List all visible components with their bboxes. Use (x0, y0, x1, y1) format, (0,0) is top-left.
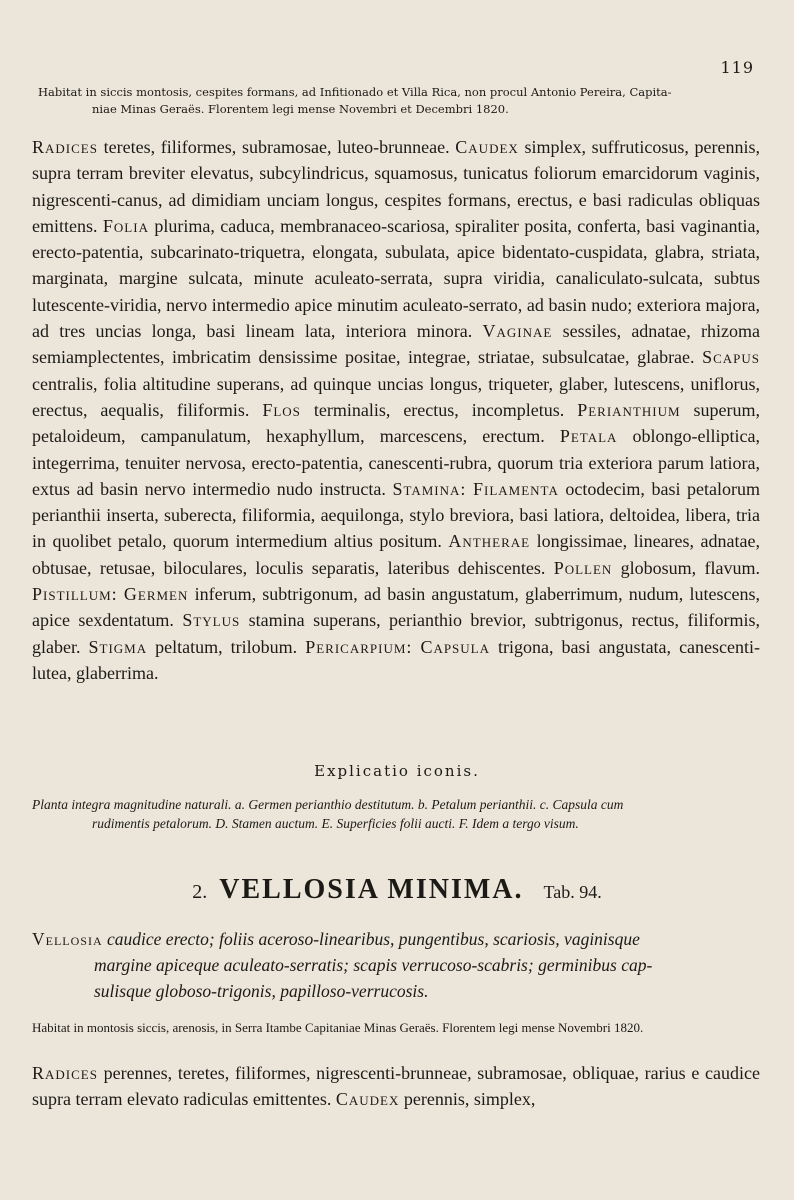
term-label: Vaginae (482, 321, 553, 342)
term-description: superum, petaloideum, campanulatum, hexaphyllum, marcescens, erectum. (32, 399, 760, 447)
explicatio-title: Explicatio iconis. (314, 762, 480, 780)
term-description: oblongo-elliptica, integerrima, tenuiter nervosa, erecto-patentia, canescenti-rubra, quorum tria exteriora parum latiora, extus ad basin nervo intermedio nudo instructa. (32, 426, 760, 499)
habitat-note-1 (38, 84, 758, 118)
explicatio-line-2: rudimentis petalorum. D. Stamen auctum. E. Superficies folii aucti. F. Idem a tergo visum. (92, 816, 579, 831)
term-label: Stamina: (392, 478, 467, 499)
term-description: peltatum, trilobum. (147, 636, 306, 657)
species-heading (0, 874, 794, 906)
term-description: octodecim, basi petalorum perianthii inserta, suberecta, filiformia, aequilonga, stylo breviora, basi latiora, deltoidea, libera, tria in quolibet petalo, quorum intermedium altius positum. (32, 478, 761, 552)
explicatio-text (32, 795, 762, 833)
species-diagnosis (32, 926, 762, 1004)
term-description: plurima, caduca, membranaceo-scariosa, spiraliter posita, conferta, basi vaginantia, erecto-patentia, subcarinato-triquetra, elongata, subulata, apice bidentato-cuspidata, glabra, striata, marginata, margine sulcata, minute aculeato-serrata, supra viridia, canaliculato-sulcata, subtus lutescente-viridia, nervo intermedio apice minutim aculeato-serrato, ad basin nudo; exteriora majora, ad tres uncias longa, basi lineam lata, interiora minora. (32, 215, 760, 342)
term-label: Folia (102, 215, 149, 236)
term-description: inferum, subtrigonum, ad basin angustatum, glaberrimum, nudum, lutescens, apice sexdentatum. (32, 584, 761, 631)
term-description: sessiles, adnatae, rhizoma semiamplectentes, imbricatim densissime positae, integrae, striatae, subsulcatae, glabrae. (32, 321, 760, 368)
term-label: Antherae (448, 531, 531, 552)
term-label: Flos (262, 399, 301, 420)
term-label: Caudex (335, 1089, 400, 1110)
plate-reference: Tab. 94. (543, 882, 602, 902)
term-description: perennis, simplex, (399, 1089, 536, 1110)
term-description: simplex, suffruticosus, perennis, supra terram breviter elevatus, subcylindricus, squamosus, tunicatus foliorum emarcidorum vaginis, nigrescenti-canus, ad dimidiam unciam longus, cespites formans, erectus, e basi radiculas obliquas emittens. (32, 137, 760, 236)
species-name: VELLOSIA MINIMA. (219, 874, 524, 905)
diagnosis-line-2: margine apiceque aculeato-serratis; scapis verrucoso-scabris; germinibus cap- (94, 955, 653, 975)
term-description: centralis, folia altitudine superans, ad quinque uncias longus, triqueter, glaber, lutescens, uniflorus, erectus, aequalis, filiformis. (32, 373, 760, 420)
term-label: Germen (123, 584, 189, 605)
term-description: globosum, flavum. (612, 557, 760, 578)
term-description (466, 479, 473, 499)
term-label: Caudex (455, 137, 519, 157)
term-description: longissimae, lineares, adnatae, obtusae, retusae, biloculares, loculis separatis, lateribus dehiscentes. (32, 531, 760, 578)
diagnosis-line-1: caudice erecto; foliis aceroso-linearibus, pungentibus, scariosis, vaginisque (102, 929, 640, 949)
term-label: Perianthium (577, 399, 681, 420)
term-label: Stylus (182, 610, 241, 631)
diagnosis-line-3: sulisque globoso-trigonis, papilloso-verrucosis. (94, 981, 429, 1001)
habitat-line-1: Habitat in siccis montosis, cespites formans, ad Infitionado et Villa Rica, non procul Antonio Pereira, Capita- (38, 85, 672, 99)
term-description: terminalis, erectus, incompletus. (300, 399, 578, 420)
explicatio-line-1: Planta integra magnitudine naturali. a. Germen perianthio destitutum. b. Petalum perianthii. c. Capsula cum (32, 797, 624, 812)
description-paragraph-2 (32, 1060, 760, 1113)
diagnosis-genus: Vellosia (32, 929, 103, 949)
term-label: Stigma (88, 636, 148, 657)
page-number: 119 (720, 58, 754, 77)
term-label: Pistillum: (32, 584, 118, 605)
term-label: Radices (32, 1063, 98, 1083)
term-label: Filamenta (472, 478, 559, 499)
term-description: trigona, basi angustata, canescenti-lutea, glaberrima. (32, 636, 761, 683)
habitat-note-2: Habitat in montosis siccis, arenosis, in Serra Itambe Capitaniae Minas Geraës. Florentem legi mense Novembri 1820. (32, 1020, 644, 1035)
term-description: perennes, teretes, filiformes, nigrescenti-brunneae, subramosae, obliquae, rarius e caudice supra terram elevato radiculas emittentes. (32, 1063, 760, 1110)
species-number: 2. (192, 881, 208, 903)
term-label: Radices (32, 137, 98, 157)
habitat-line-2: niae Minas Geraës. Florentem legi mense Novembri et Decembri 1820. (92, 102, 509, 116)
term-label: Petala (559, 426, 618, 447)
term-label: Pollen (553, 557, 613, 578)
term-description: stamina superans, perianthio brevior, subtrigonus, rectus, filiformis, glaber. (32, 610, 760, 657)
term-description: teretes, filiformes, subramosae, luteo-brunneae. (97, 137, 456, 157)
term-label: Capsula (420, 636, 491, 657)
description-paragraph-1 (32, 134, 760, 686)
term-label: Pericarpium: (305, 636, 413, 657)
term-label: Scapus (702, 347, 760, 368)
